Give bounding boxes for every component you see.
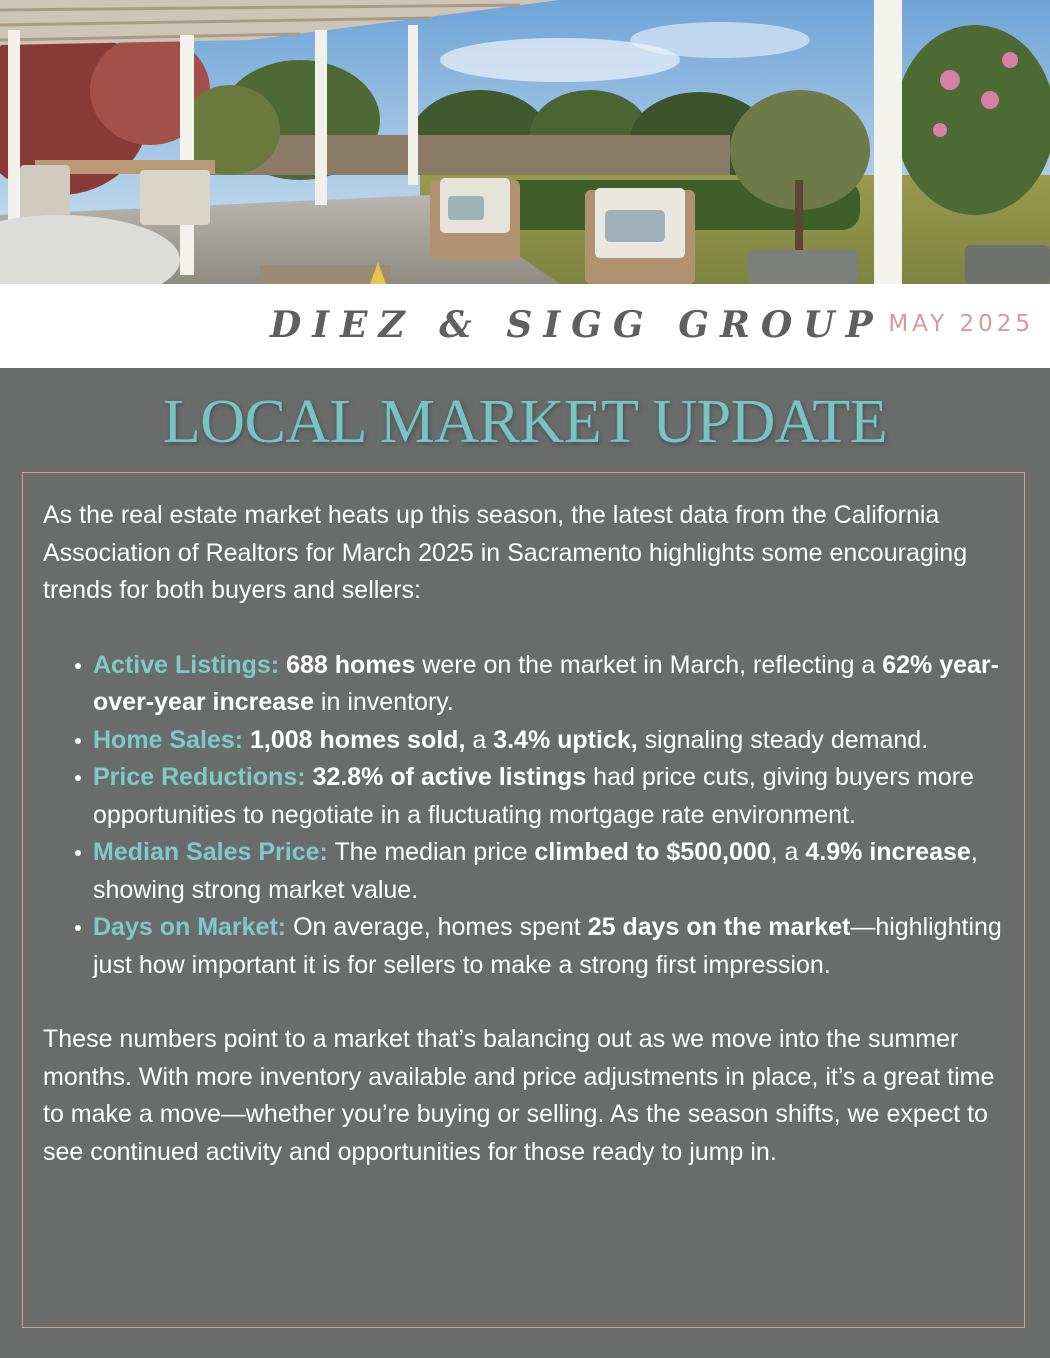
stat-text: —highlighting just how important it is for sellers to make a strong first impression. <box>93 913 1002 979</box>
stat-label: Median Sales Price: <box>93 838 328 866</box>
page-title: LOCAL MARKET UPDATE <box>162 388 888 456</box>
stat-highlight: 25 days on the market <box>587 913 851 941</box>
stat-item <box>93 647 1015 722</box>
stat-highlight: 32.8% of active listings <box>312 763 587 791</box>
stat-highlight: 4.9% increase <box>805 838 971 866</box>
stat-highlight: 62% year-over-year increase <box>93 650 999 716</box>
stat-highlight: climbed to $500,000 <box>534 838 771 866</box>
closing-paragraph: These numbers point to a market that’s balancing out as we move into the summer months. With more inventory available and price adjustments in place, it’s a great time to make a move—whether you’re buying or selling. As the season shifts, we expect to see continued activity and opportunities for those ready to jump in. <box>43 1025 995 1166</box>
stat-label: Active Listings: <box>93 650 280 679</box>
stat-label: Home Sales: <box>93 725 244 754</box>
stat-label: Days on Market: <box>93 913 287 941</box>
stat-item <box>93 834 1015 909</box>
stat-text: in inventory. <box>313 688 454 716</box>
brand-name: DIEZ & SIGG GROUP <box>270 304 884 346</box>
content-box <box>22 472 1025 1328</box>
stats-list <box>43 647 1015 985</box>
header-band <box>0 284 1050 368</box>
stat-highlight: 3.4% uptick, <box>493 725 638 754</box>
hero-photo <box>0 0 1050 284</box>
stat-text: , a <box>770 838 806 866</box>
content-body <box>43 497 1015 1171</box>
stat-highlight: 1,008 homes sold, <box>250 725 466 754</box>
issue-date: MAY 2025 <box>888 311 1034 337</box>
stat-text <box>243 726 250 754</box>
stat-text: The median price <box>327 838 535 866</box>
intro-paragraph: As the real estate market heats up this season, the latest data from the California Association of Realtors for March 2025 in Sacramento highlights some encouraging trends for both buyers and sellers: <box>43 501 968 604</box>
stat-item <box>93 759 1015 834</box>
stat-text: On average, homes spent <box>286 913 588 941</box>
stat-item <box>93 722 1015 760</box>
patio-photo-illustration <box>0 0 1050 284</box>
stat-text: were on the market in March, reflecting a <box>415 650 883 679</box>
stat-text <box>306 763 313 791</box>
stat-item <box>93 909 1015 984</box>
stat-text: a <box>465 725 494 754</box>
stat-label: Price Reductions: <box>93 763 306 791</box>
stat-text: , showing strong market value. <box>93 838 978 904</box>
stat-text: signaling steady demand. <box>637 725 929 754</box>
stat-highlight: 688 homes <box>286 650 416 679</box>
stat-text: had price cuts, giving buyers more opportunities to negotiate in a fluctuating mortgage rate environment. <box>93 763 974 829</box>
